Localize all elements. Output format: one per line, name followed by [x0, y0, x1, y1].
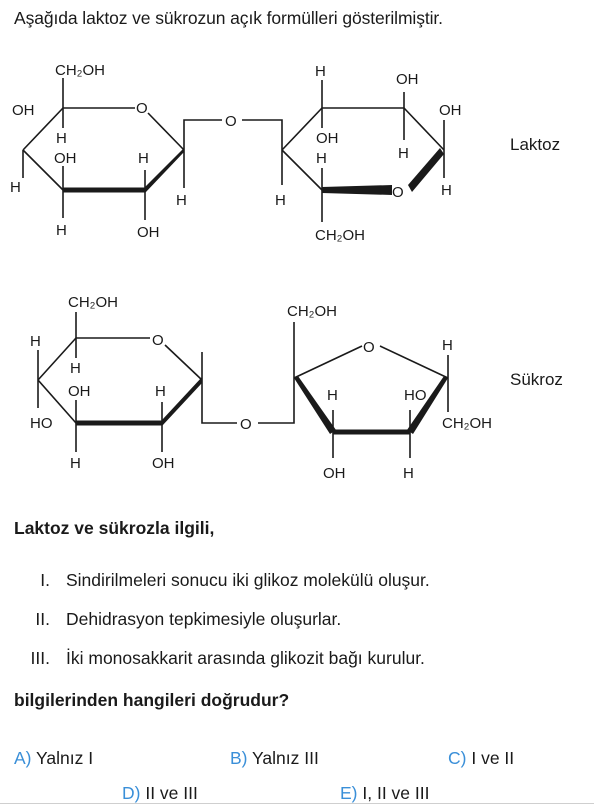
divider [0, 803, 594, 804]
h-label: H [70, 360, 81, 377]
bridge-oxygen-label: O [240, 416, 252, 433]
oh-label: OH [323, 465, 346, 482]
oh-label: OH [68, 383, 91, 400]
ch2oh-label: CH₂OH [68, 294, 118, 311]
option-text: Yalnız I [36, 748, 94, 768]
oh-label: OH [137, 224, 160, 241]
option-text: I, II ve III [362, 783, 430, 803]
bridge-oxygen-label: O [225, 113, 237, 130]
bond-wedge [322, 185, 392, 195]
bond [258, 378, 294, 423]
intro-text: Aşağıda laktoz ve sükrozun açık formülleri gösterilmiştir. [14, 8, 443, 28]
h-label: H [441, 182, 452, 199]
bond [148, 113, 184, 150]
bond-wedge [162, 377, 202, 426]
bond-wedge [408, 148, 444, 192]
bond [404, 108, 444, 150]
ch2oh-label: CH₂OH [315, 227, 365, 244]
h-label: H [442, 337, 453, 354]
bond [184, 120, 222, 150]
sucrose-structure [0, 285, 594, 485]
option-text: I ve II [471, 748, 515, 768]
h-label: H [155, 383, 166, 400]
h-label: H [56, 222, 67, 239]
ch2oh-label: CH₂OH [55, 62, 105, 79]
ch2oh-label: CH₂OH [287, 303, 337, 320]
question-stem: Laktoz ve sükrozla ilgili, [14, 518, 215, 538]
ring-oxygen-label: O [136, 100, 148, 117]
bond-wedge [145, 148, 184, 193]
option-b[interactable] [230, 748, 319, 769]
h-label: H [10, 179, 21, 196]
option-key: E) [340, 783, 358, 803]
statement-text: İki monosakkarit arasında glikozit bağı kurulur. [66, 648, 425, 668]
h-label: H [56, 130, 67, 147]
h-label: H [138, 150, 149, 167]
h-label: H [327, 387, 338, 404]
option-key: B) [230, 748, 248, 768]
bond [294, 346, 362, 378]
option-key: D) [122, 783, 141, 803]
statement-number: II. [35, 609, 50, 629]
h-label: H [316, 150, 327, 167]
option-a[interactable] [14, 748, 93, 769]
oh-label: OH [54, 150, 77, 167]
sucrose-label: Sükroz [510, 370, 563, 389]
statement-number: III. [30, 648, 50, 668]
option-e[interactable] [340, 783, 429, 804]
h-label: H [315, 63, 326, 80]
question-prompt: bilgilerinden hangileri doğrudur? [14, 690, 290, 710]
statement-number: I. [40, 570, 50, 590]
option-d[interactable] [122, 783, 198, 804]
lactose-structure [0, 50, 594, 260]
h-label: H [275, 192, 286, 209]
oh-label: OH [12, 102, 35, 119]
option-text: II ve III [145, 783, 198, 803]
ch2oh-label: CH₂OH [442, 415, 492, 432]
bond [242, 120, 282, 150]
h-label: H [176, 192, 187, 209]
option-text: Yalnız III [252, 748, 319, 768]
oh-label: OH [396, 71, 419, 88]
ring-oxygen-label: O [363, 339, 375, 356]
bond-wedge [294, 376, 336, 434]
h-label: H [30, 333, 41, 350]
h-label: H [403, 465, 414, 482]
statement-text: Dehidrasyon tepkimesiyle oluşurlar. [66, 609, 342, 629]
option-key: A) [14, 748, 32, 768]
oh-label: OH [316, 130, 339, 147]
option-c[interactable] [448, 748, 514, 769]
ho-label: HO [30, 415, 53, 432]
bond [380, 346, 448, 378]
option-key: C) [448, 748, 467, 768]
bond [165, 345, 202, 380]
ho-label: HO [404, 387, 427, 404]
oh-label: OH [152, 455, 175, 472]
h-label: H [70, 455, 81, 472]
bond [202, 380, 237, 423]
h-label: H [398, 145, 409, 162]
ring-oxygen-label: O [392, 184, 404, 201]
oh-label: OH [439, 102, 462, 119]
lactose-label: Laktoz [510, 135, 561, 154]
statement-text: Sindirilmeleri sonucu iki glikoz molekülü oluşur. [66, 570, 430, 590]
ring-oxygen-label: O [152, 332, 164, 349]
